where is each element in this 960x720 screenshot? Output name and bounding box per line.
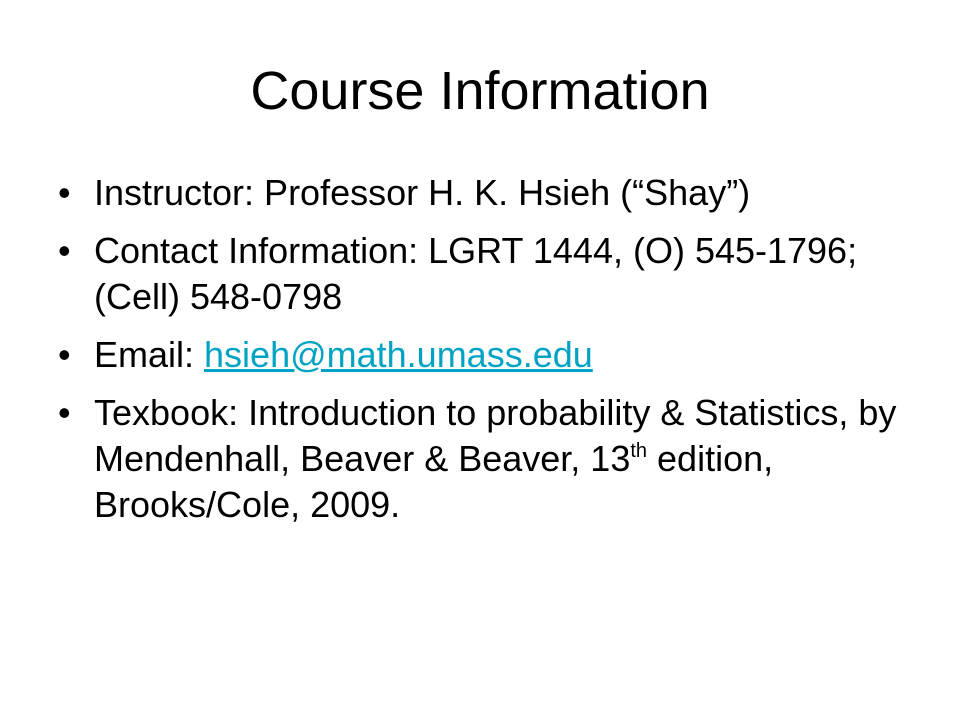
email-link[interactable]: hsieh@math.umass.edu (204, 334, 593, 375)
textbook-text (94, 392, 896, 525)
bullet-dot: • (58, 334, 71, 375)
bullet-instructor (58, 170, 898, 216)
textbook-text-part1: Texbook: Introduction to probability & Statistics, by Mendenhall, Beaver & Beaver, 13 (94, 392, 897, 479)
slide-title: Course Information (250, 61, 710, 121)
instructor-text: Instructor: Professor H. K. Hsieh (“Shay”) (94, 172, 751, 213)
bullet-email (58, 332, 898, 378)
email-label: Email: (94, 334, 205, 375)
bullet-dot: • (58, 392, 71, 433)
bullet-contact (58, 228, 898, 320)
textbook-edition-superscript: th (630, 440, 648, 462)
bullet-dot: • (58, 172, 71, 213)
textbook-text-part2: edition, Brooks/Cole, 2009. (94, 438, 774, 525)
bullet-textbook (58, 390, 898, 528)
contact-text: Contact Information: LGRT 1444, (O) 545-1796; (Cell) 548-0798 (94, 230, 858, 317)
bullet-list (58, 170, 898, 540)
bullet-dot: • (58, 230, 71, 271)
